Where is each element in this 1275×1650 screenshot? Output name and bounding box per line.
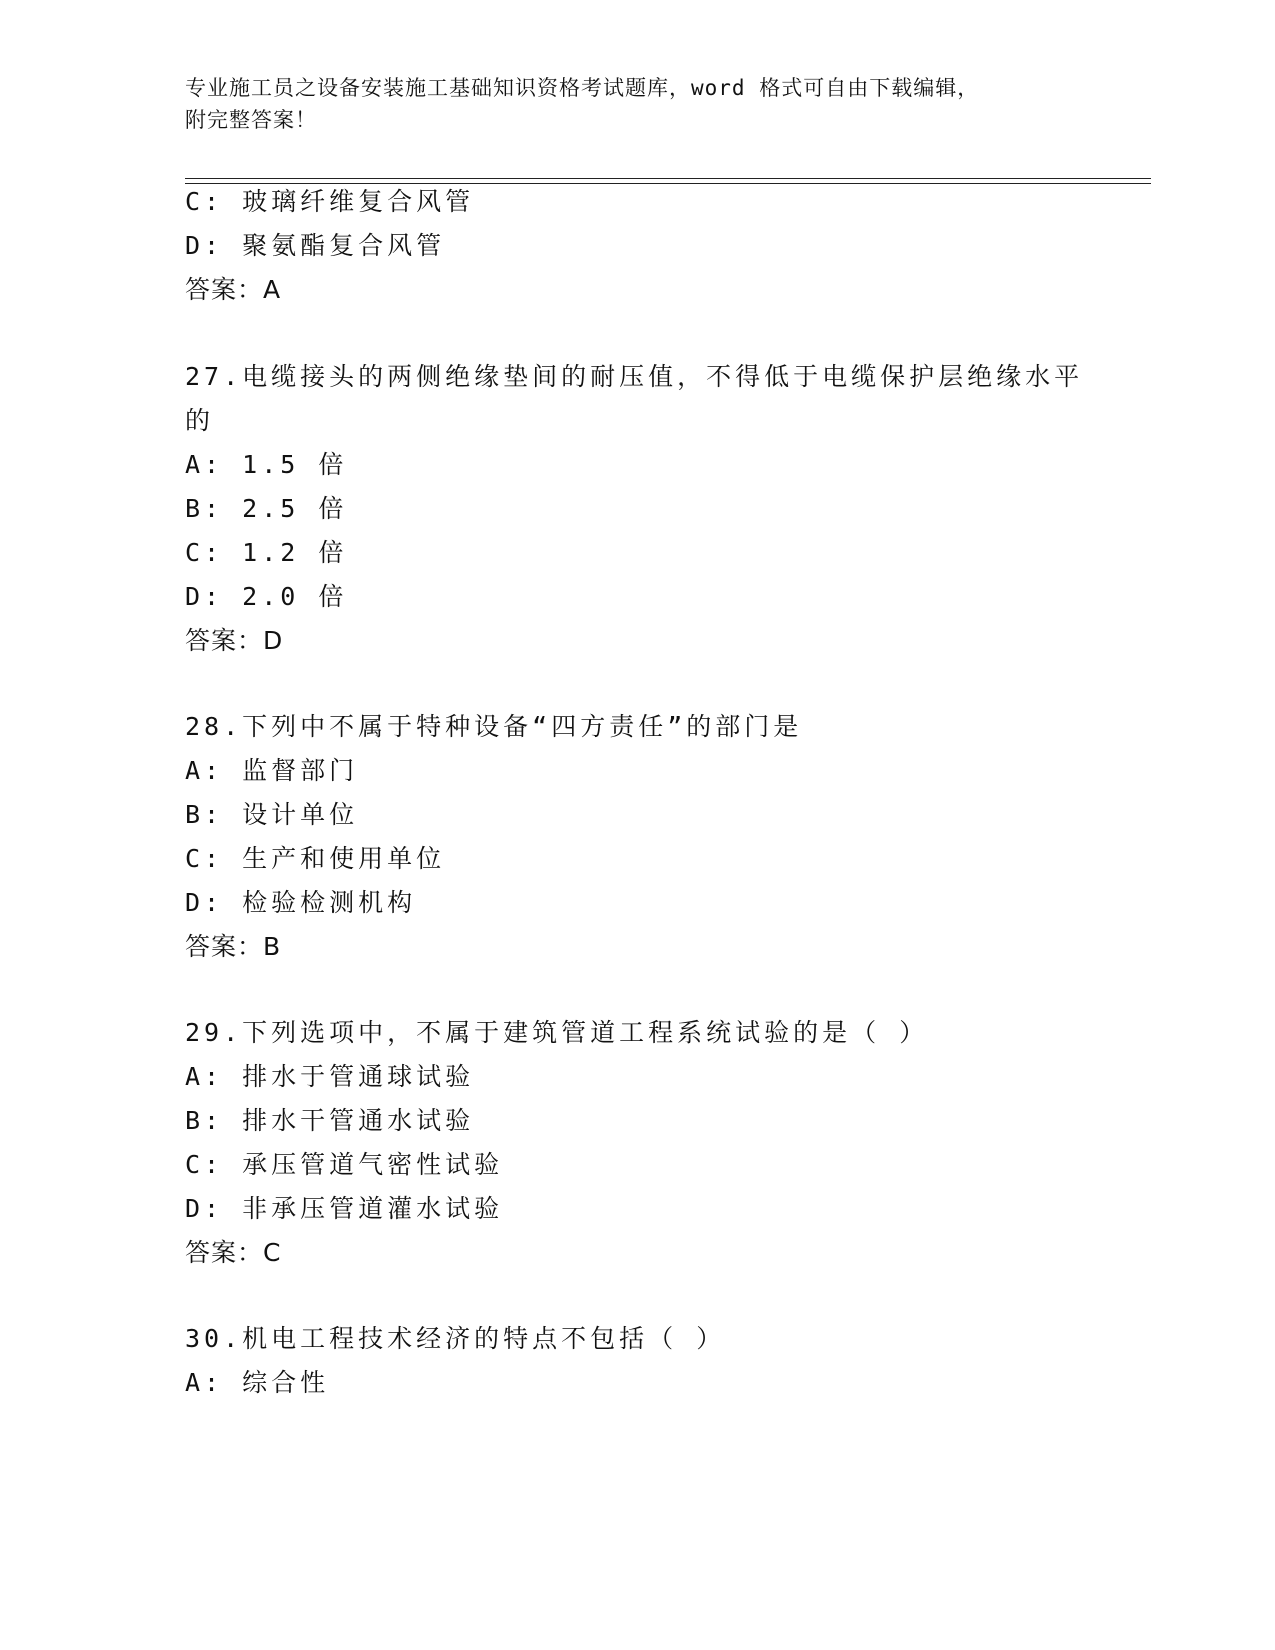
header-rule-bottom bbox=[185, 183, 1151, 184]
q29-option-c: C: 承压管道气密性试验 bbox=[185, 1150, 504, 1179]
q29-option-a: A: 排水于管通球试验 bbox=[185, 1062, 475, 1091]
option-c: C: 玻璃纤维复合风管 bbox=[185, 187, 475, 216]
q28-option-d: D: 检验检测机构 bbox=[185, 888, 417, 917]
q28-option-a: A: 监督部门 bbox=[185, 756, 359, 785]
question-27-text: 27.电缆接头的两侧绝缘垫间的耐压值，不得低于电缆保护层绝缘水平 bbox=[185, 362, 1084, 391]
header-line-2: 附完整答案！ bbox=[185, 108, 317, 132]
q27-option-b: B: 2.5 倍 bbox=[185, 494, 348, 523]
option-d: D: 聚氨酯复合风管 bbox=[185, 231, 446, 260]
question-28-text: 28.下列中不属于特种设备“四方责任”的部门是 bbox=[185, 712, 803, 741]
q28-option-c: C: 生产和使用单位 bbox=[185, 844, 446, 873]
q29-answer: 答案：C bbox=[185, 1238, 282, 1267]
question-30-text: 30.机电工程技术经济的特点不包括（ ） bbox=[185, 1324, 726, 1353]
q27-option-d: D: 2.0 倍 bbox=[185, 582, 348, 611]
q29-option-d: D: 非承压管道灌水试验 bbox=[185, 1194, 504, 1223]
question-27-text-cont: 的 bbox=[185, 406, 215, 435]
header-rule-top bbox=[185, 178, 1151, 179]
q29-option-b: B: 排水干管通水试验 bbox=[185, 1106, 475, 1135]
q30-option-a: A: 综合性 bbox=[185, 1368, 330, 1397]
header-line-1: 专业施工员之设备安装施工基础知识资格考试题库，word 格式可自由下载编辑， bbox=[185, 76, 980, 100]
document-header bbox=[185, 72, 1085, 136]
q27-option-a: A: 1.5 倍 bbox=[185, 450, 348, 479]
q28-option-b: B: 设计单位 bbox=[185, 800, 359, 829]
q27-answer: 答案：D bbox=[185, 626, 284, 655]
q28-answer: 答案：B bbox=[185, 932, 282, 961]
answer-line: 答案：A bbox=[185, 275, 282, 304]
q27-option-c: C: 1.2 倍 bbox=[185, 538, 348, 567]
question-29-text: 29.下列选项中，不属于建筑管道工程系统试验的是（ ） bbox=[185, 1018, 929, 1047]
